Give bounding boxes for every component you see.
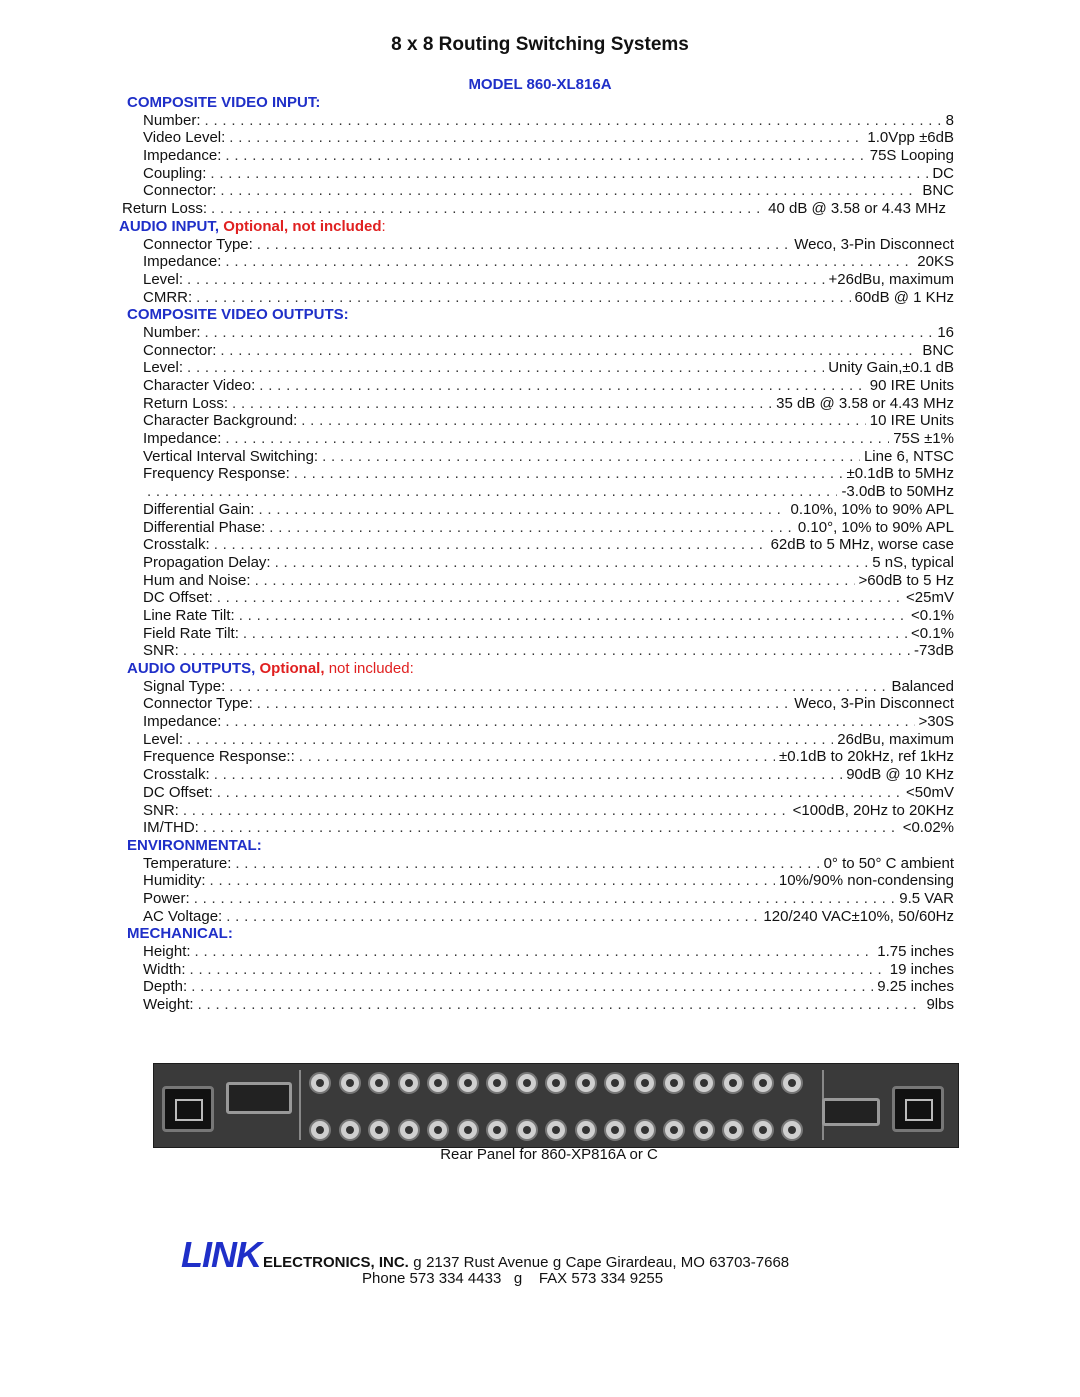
spec-label: Level: xyxy=(143,730,184,748)
spec-value: 8 xyxy=(945,111,954,129)
spec-row xyxy=(118,554,954,572)
audio-outputs-heading-text: AUDIO OUTPUTS, xyxy=(127,660,256,677)
spec-value: 10%/90% non-condensing xyxy=(778,872,954,890)
bnc-connector-icon xyxy=(575,1072,597,1094)
dot-leader xyxy=(294,465,843,483)
spec-label: SNR: xyxy=(143,642,179,660)
street-address: 2137 Rust Avenue xyxy=(426,1254,549,1271)
mechanical-rows xyxy=(118,943,954,1014)
spec-label: Connector Type: xyxy=(143,695,253,713)
dot-leader xyxy=(225,430,889,448)
dot-leader xyxy=(211,200,764,218)
dot-leader xyxy=(190,961,886,979)
spec-label: Hum and Noise: xyxy=(143,571,251,589)
spec-value: 35 dB @ 3.58 or 4.43 MHz xyxy=(776,394,954,412)
spec-label: Differential Gain: xyxy=(143,500,255,518)
spec-row xyxy=(118,872,954,890)
spec-label: Character Video: xyxy=(143,377,256,394)
company-name: ELECTRONICS, INC. xyxy=(263,1254,409,1271)
spec-value: <0.1% xyxy=(911,606,954,624)
composite-video-outputs-rows xyxy=(118,324,954,660)
bnc-connector-icon xyxy=(486,1119,508,1141)
spec-value: 1.0Vpp ±6dB xyxy=(867,129,954,147)
spec-row xyxy=(118,501,954,519)
bnc-connector-icon xyxy=(339,1072,361,1094)
dot-leader xyxy=(301,412,866,430)
bnc-connector-icon xyxy=(339,1119,361,1141)
spec-row xyxy=(118,271,954,289)
spec-value: BNC xyxy=(922,341,954,359)
spec-row xyxy=(118,448,954,466)
dot-leader xyxy=(225,253,913,271)
spec-value: 120/240 VAC±10%, 50/60Hz xyxy=(763,907,954,925)
spec-row xyxy=(118,731,954,749)
spec-label: Impedance: xyxy=(143,253,222,271)
rear-panel-caption: Rear Panel for 860-XP816A or C xyxy=(440,1146,658,1163)
bnc-connector-icon xyxy=(516,1072,538,1094)
spec-row xyxy=(118,236,954,254)
audio-outputs-rows xyxy=(118,678,954,837)
spec-value: 0° to 50° C ambient xyxy=(823,854,954,872)
spec-row xyxy=(118,395,954,413)
bnc-connector-icon xyxy=(722,1119,744,1141)
dot-leader xyxy=(258,501,786,519)
separator-glyph: g xyxy=(552,1254,562,1271)
spec-row xyxy=(118,412,954,430)
spec-value: Weco, 3-Pin Disconnect xyxy=(794,235,954,253)
dot-leader xyxy=(196,289,850,307)
bnc-connector-icon xyxy=(398,1072,420,1094)
spec-row xyxy=(118,359,954,377)
dot-leader xyxy=(257,695,790,713)
bnc-connector-icon xyxy=(693,1119,715,1141)
dot-leader xyxy=(183,802,789,820)
spec-value: <25mV xyxy=(906,589,954,607)
spec-value: >60dB to 5 Hz xyxy=(858,571,954,589)
spec-label: AC Voltage: xyxy=(143,907,223,925)
section-heading-audio-outputs xyxy=(118,660,954,678)
spec-value: 60dB @ 1 KHz xyxy=(854,288,954,306)
bnc-connector-icon xyxy=(368,1119,390,1141)
bnc-connector-icon xyxy=(486,1072,508,1094)
bnc-connector-icon xyxy=(457,1119,479,1141)
dot-leader xyxy=(257,236,790,254)
spec-label: Return Loss: xyxy=(143,394,229,412)
city-state-zip: Cape Girardeau, MO 63703-7668 xyxy=(565,1254,790,1271)
bnc-connector-icon xyxy=(604,1119,626,1141)
dot-leader xyxy=(229,678,887,696)
bnc-connector-icon xyxy=(545,1119,567,1141)
spec-label: Crosstalk: xyxy=(143,766,210,784)
bnc-connector-icon xyxy=(722,1072,744,1094)
spec-label: DC Offset: xyxy=(143,589,213,607)
spec-label: Connector: xyxy=(143,182,217,200)
spec-row xyxy=(118,855,954,873)
spec-row xyxy=(118,572,954,590)
bnc-connector-icon xyxy=(752,1072,774,1094)
bnc-connector-icon xyxy=(427,1072,449,1094)
spec-value: <100dB, 20Hz to 20KHz xyxy=(792,801,954,819)
spec-row xyxy=(118,465,954,483)
dot-leader xyxy=(235,855,819,873)
dot-leader xyxy=(275,554,869,572)
spec-row xyxy=(118,377,954,395)
spec-row xyxy=(118,165,954,183)
spec-value: >30S xyxy=(918,713,954,731)
spec-label: Power: xyxy=(143,889,190,907)
dot-leader xyxy=(214,766,843,784)
dot-leader xyxy=(187,359,824,377)
dot-leader xyxy=(239,607,907,625)
spec-value: Unity Gain,±0.1 dB xyxy=(828,359,954,377)
spec-label: Character Background: xyxy=(143,412,298,430)
spec-row xyxy=(118,766,954,784)
spec-value: 90 IRE Units xyxy=(869,377,954,394)
bnc-connector-icon xyxy=(427,1119,449,1141)
spec-row xyxy=(118,678,954,696)
spec-value: 62dB to 5 MHz, worse case xyxy=(770,536,954,554)
spec-label: Signal Type: xyxy=(143,677,226,695)
section-heading-mechanical: MECHANICAL: xyxy=(127,925,233,943)
spec-label: Return Loss: xyxy=(122,200,208,218)
spec-value: <50mV xyxy=(906,783,954,801)
bnc-connector-icon xyxy=(781,1119,803,1141)
spec-value: 10 IRE Units xyxy=(869,412,954,430)
spec-row xyxy=(118,713,954,731)
spec-value: 9.5 VAR xyxy=(899,889,954,907)
dot-leader xyxy=(214,536,767,554)
section-heading-composite-video-outputs: COMPOSITE VIDEO OUTPUTS: xyxy=(127,306,349,324)
spec-row xyxy=(118,519,954,537)
model-number: MODEL 860-XL816A xyxy=(468,76,612,93)
spec-row xyxy=(118,996,954,1014)
dot-leader xyxy=(259,377,866,395)
audio-outputs-optional-note: Optional, xyxy=(259,660,325,677)
footer-phone-line xyxy=(362,1270,663,1287)
spec-value: 75S ±1% xyxy=(893,430,954,448)
rear-panel-image xyxy=(153,1063,959,1148)
link-logo: LINK xyxy=(181,1234,261,1275)
section-heading-composite-video-input: COMPOSITE VIDEO INPUT: xyxy=(127,94,321,111)
phone-number: Phone 573 334 4433 xyxy=(362,1270,502,1287)
spec-label: Impedance: xyxy=(143,713,222,731)
spec-label: Number: xyxy=(143,111,201,129)
environmental-rows xyxy=(118,855,954,926)
bnc-connector-icon xyxy=(752,1119,774,1141)
dot-leader xyxy=(220,182,918,200)
spec-value: -3.0dB to 50MHz xyxy=(841,483,954,501)
spec-row xyxy=(118,182,954,200)
spec-label: Width: xyxy=(143,960,186,978)
spec-value: 16 xyxy=(937,323,954,341)
spec-value: 0.10%, 10% to 90% APL xyxy=(790,500,954,518)
spec-label: Coupling: xyxy=(143,164,207,182)
spec-label: Level: xyxy=(143,359,184,377)
audio-input-rows xyxy=(118,236,954,307)
dot-leader xyxy=(217,589,902,607)
spec-value: DC xyxy=(932,164,954,182)
audio-input-colon: : xyxy=(381,217,386,235)
dot-leader xyxy=(210,872,775,890)
bnc-connector-icon xyxy=(575,1119,597,1141)
spec-label: Line Rate Tilt: xyxy=(143,606,235,624)
spec-row xyxy=(118,642,954,660)
bnc-connector-icon xyxy=(634,1119,656,1141)
spec-label: Propagation Delay: xyxy=(143,553,271,571)
dot-leader xyxy=(194,890,896,908)
spec-label: Differential Phase: xyxy=(143,518,266,536)
spec-row xyxy=(118,342,954,360)
spec-row xyxy=(118,978,954,996)
dot-leader xyxy=(220,342,918,360)
spec-value: 9lbs xyxy=(926,996,954,1014)
dot-leader xyxy=(183,642,910,660)
spec-label: DC Offset: xyxy=(143,783,213,801)
separator-glyph: g xyxy=(513,1270,523,1287)
spec-label: Field Rate Tilt: xyxy=(143,624,239,642)
spec-row xyxy=(118,943,954,961)
spec-value: 9.25 inches xyxy=(877,978,954,996)
power-inlet-left-icon xyxy=(162,1086,214,1132)
spec-value: ±0.1dB to 5MHz xyxy=(846,465,954,483)
bnc-connector-icon xyxy=(368,1072,390,1094)
dot-leader xyxy=(299,748,775,766)
spec-value: -73dB xyxy=(913,642,954,660)
audio-input-optional-note: Optional, not included xyxy=(223,217,382,235)
spec-label: Connector: xyxy=(143,341,217,359)
spec-label: Impedance: xyxy=(143,147,222,165)
spec-label: Temperature: xyxy=(143,854,232,872)
dot-leader xyxy=(205,112,942,130)
spec-value: 20KS xyxy=(917,253,954,271)
dot-leader xyxy=(195,943,874,961)
spec-row xyxy=(118,625,954,643)
spec-label: SNR: xyxy=(143,801,179,819)
spec-label: Crosstalk: xyxy=(143,536,210,554)
document-title: 8 x 8 Routing Switching Systems xyxy=(391,34,689,55)
spec-list xyxy=(118,94,954,1014)
spec-value: Weco, 3-Pin Disconnect xyxy=(794,695,954,713)
spec-value: 75S Looping xyxy=(869,147,954,165)
dot-leader xyxy=(225,147,865,165)
spec-row xyxy=(118,802,954,820)
spec-label: Vertical Interval Switching: xyxy=(143,447,319,465)
spec-row xyxy=(118,748,954,766)
dot-leader xyxy=(232,395,772,413)
dot-leader xyxy=(147,483,837,501)
spec-label: Connector Type: xyxy=(143,235,253,253)
dot-leader xyxy=(210,165,928,183)
spec-row xyxy=(118,483,954,501)
dot-leader xyxy=(255,572,855,590)
spec-row xyxy=(118,890,954,908)
spec-row xyxy=(118,430,954,448)
dot-leader xyxy=(187,731,833,749)
spec-row xyxy=(118,289,954,307)
bnc-connector-icon xyxy=(634,1072,656,1094)
spec-label: Frequency Response: xyxy=(143,465,290,483)
dot-leader xyxy=(205,324,934,342)
spec-row xyxy=(118,961,954,979)
spec-label: Humidity: xyxy=(143,872,206,890)
db9-connector-icon xyxy=(822,1098,880,1126)
spec-value: +26dBu, maximum xyxy=(828,270,954,288)
spec-row xyxy=(118,324,954,342)
spec-row xyxy=(118,819,954,837)
spec-row xyxy=(118,112,954,130)
spec-value: 26dBu, maximum xyxy=(837,730,954,748)
bnc-connector-icon xyxy=(693,1072,715,1094)
spec-label: Impedance: xyxy=(143,430,222,448)
dot-leader xyxy=(226,908,759,926)
audio-outputs-not-included: not included: xyxy=(328,660,414,677)
spec-row xyxy=(118,147,954,165)
spec-row xyxy=(118,536,954,554)
dot-leader xyxy=(198,996,923,1014)
spec-row xyxy=(118,695,954,713)
panel-divider-left xyxy=(299,1070,301,1140)
bnc-connector-icon xyxy=(398,1119,420,1141)
dot-leader xyxy=(229,129,863,147)
dot-leader xyxy=(191,978,873,996)
spec-row xyxy=(118,589,954,607)
spec-row xyxy=(118,607,954,625)
spec-value: 19 inches xyxy=(889,960,954,978)
spec-label: Depth: xyxy=(143,978,188,996)
spec-row xyxy=(118,253,954,271)
spec-label: Weight: xyxy=(143,996,194,1014)
spec-value: Line 6, NTSC xyxy=(863,447,954,465)
bnc-connector-icon xyxy=(457,1072,479,1094)
bnc-connector-icon xyxy=(309,1119,331,1141)
spec-label: Level: xyxy=(143,270,184,288)
spec-row xyxy=(118,200,954,218)
dot-leader xyxy=(203,819,899,837)
dot-leader xyxy=(225,713,914,731)
spec-value: 1.75 inches xyxy=(877,943,954,960)
spec-value: <0.1% xyxy=(911,624,954,642)
dot-leader xyxy=(217,784,902,802)
separator-glyph: g xyxy=(413,1254,422,1271)
db15-connector-icon xyxy=(226,1082,292,1114)
spec-value: ±0.1dB to 20kHz, ref 1kHz xyxy=(779,748,954,766)
bnc-connector-icon xyxy=(781,1072,803,1094)
spec-value: BNC xyxy=(922,182,954,200)
dot-leader xyxy=(187,271,824,289)
spec-row xyxy=(118,129,954,147)
bnc-connector-icon xyxy=(309,1072,331,1094)
fax-number: FAX 573 334 9255 xyxy=(538,1270,664,1287)
spec-label: Frequence Response:: xyxy=(143,748,295,766)
spec-row xyxy=(118,784,954,802)
spec-label: Video Level: xyxy=(143,129,226,147)
composite-video-input-rows xyxy=(118,112,954,218)
bnc-connector-icon xyxy=(516,1119,538,1141)
spec-label: Number: xyxy=(143,323,201,341)
dot-leader xyxy=(269,519,794,537)
bnc-connector-icon xyxy=(604,1072,626,1094)
dot-leader xyxy=(322,448,860,466)
bnc-connector-icon xyxy=(545,1072,567,1094)
bnc-connector-icon xyxy=(663,1119,685,1141)
spec-value: <0.02% xyxy=(902,819,954,837)
power-inlet-right-icon xyxy=(892,1086,944,1132)
spec-label: CMRR: xyxy=(143,288,193,306)
spec-value: 40 dB @ 3.58 or 4.43 MHz xyxy=(768,200,946,218)
dot-leader xyxy=(243,625,907,643)
spec-value: 5 nS, typical xyxy=(872,553,954,571)
bnc-connector-icon xyxy=(663,1072,685,1094)
audio-input-heading-text: AUDIO INPUT, xyxy=(119,217,220,235)
spec-label: IM/THD: xyxy=(143,819,199,837)
spec-value: Balanced xyxy=(891,677,954,695)
section-heading-audio-input xyxy=(118,218,954,236)
spec-label: Height: xyxy=(143,943,191,960)
section-heading-environmental: ENVIRONMENTAL: xyxy=(127,836,262,854)
spec-value: 90dB @ 10 KHz xyxy=(846,766,954,784)
spec-row xyxy=(118,908,954,926)
spec-value: 0.10°, 10% to 90% APL xyxy=(797,518,954,536)
